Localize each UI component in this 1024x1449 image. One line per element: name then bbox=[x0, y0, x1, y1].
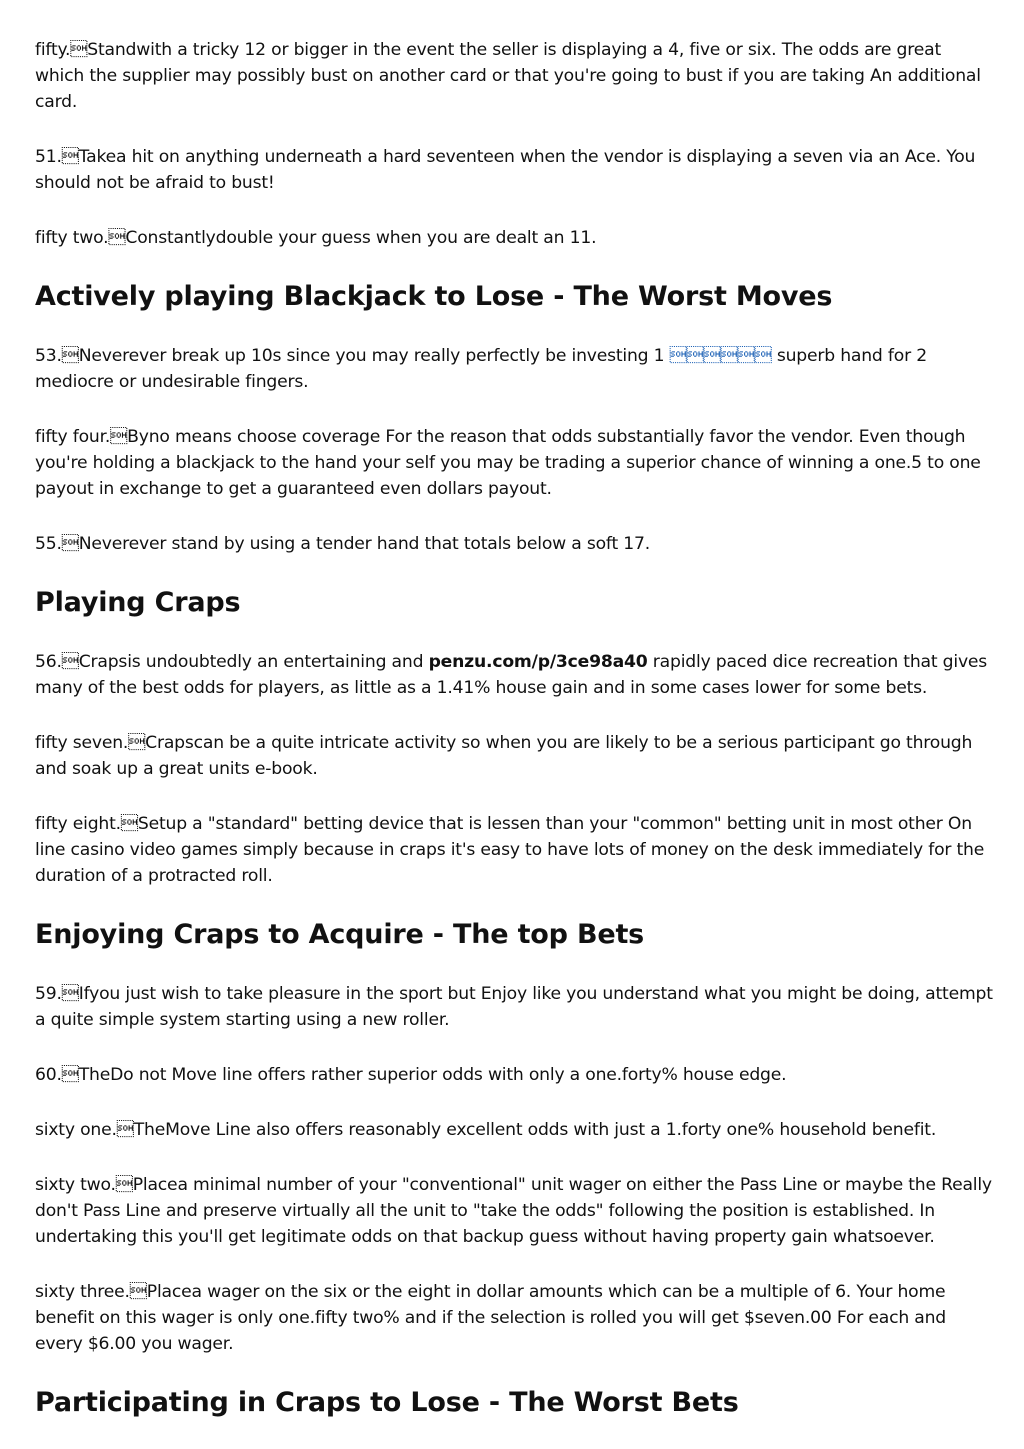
item-lead: sixty two.Place bbox=[35, 1175, 178, 1195]
paragraph-54 bbox=[35, 424, 995, 502]
item-text: Do not Move line offers rather superior odds with only a one.forty% house edge. bbox=[110, 1065, 787, 1085]
paragraph-59 bbox=[35, 981, 995, 1033]
item-text: no means choose coverage For the reason that odds substantially favor the vendor. Even though you're holding a blackjack to the hand your self you may be trading a superior chance of winning a one.5 to one payout in exchange to get a guaranteed even dollars payout. bbox=[35, 427, 981, 499]
item-text: up a "standard" betting device that is lessen than your "common" betting unit in most other On line casino video games simply because in craps it's easy to have lots of money on the desk immediately for the duration of a protracted roll. bbox=[35, 814, 985, 886]
paragraph-58 bbox=[35, 811, 995, 889]
paragraph-55 bbox=[35, 531, 995, 557]
item-lead: fifty four.By bbox=[35, 427, 149, 447]
item-lead: 56.Craps bbox=[35, 652, 128, 672]
item-text: with a tricky 12 or bigger in the event the seller is displaying a 4, five or six. The odds are great which the supplier may possibly bust on another card or that you're going to bust if you are taking An additional card. bbox=[35, 40, 981, 112]
item-text: ever break up 10s since you may really perfectly be investing 1 bbox=[128, 346, 670, 366]
item-lead: fifty eight.Set bbox=[35, 814, 166, 834]
item-text-after: rapidly paced dice recreation that gives many of the best odds for players, as little as a 1.41% house gain and in some cases lower for some bets. bbox=[35, 652, 988, 698]
bold-url: penzu.com/p/3ce98a40 bbox=[428, 652, 648, 672]
item-lead: fifty seven.Craps bbox=[35, 733, 194, 753]
item-lead: sixty one.The bbox=[35, 1120, 166, 1140]
paragraph-63 bbox=[35, 1279, 995, 1357]
item-text: Move Line also offers reasonably excellent odds with just a 1.forty one% household benefit. bbox=[165, 1120, 937, 1140]
item-text: is undoubtedly an entertaining and bbox=[127, 652, 429, 672]
item-lead: 55.Never bbox=[35, 534, 129, 554]
item-lead: sixty three.Place bbox=[35, 1282, 192, 1302]
heading-craps-lose: Participating in Craps to Lose - The Worst Bets bbox=[35, 1387, 739, 1418]
inline-link[interactable]:  bbox=[669, 346, 772, 366]
paragraph-57 bbox=[35, 730, 995, 782]
heading-blackjack-lose: Actively playing Blackjack to Lose - The Worst Moves bbox=[35, 281, 833, 312]
paragraph-53 bbox=[35, 343, 995, 395]
item-text: ever stand by using a tender hand that totals below a soft 17. bbox=[128, 534, 651, 554]
item-text: can be a quite intricate activity so when you are likely to be a serious participant go through and soak up a great units e-book. bbox=[35, 733, 973, 779]
item-text: a minimal number of your "conventional" unit wager on either the Pass Line or maybe the Really don't Pass Line and preserve virtually all the unit to "take the odds" following the position is established. In undertaking this you'll get legitimate odds on that backup guess without having property gain whatsoever. bbox=[35, 1175, 992, 1247]
item-lead: 59.If bbox=[35, 984, 90, 1004]
item-lead: fifty two.Constantly bbox=[35, 228, 216, 248]
article-body bbox=[35, 37, 995, 1449]
item-text: you just wish to take pleasure in the sport but Enjoy like you understand what you might be doing, attempt a quite simple system starting using a new roller. bbox=[35, 984, 993, 1030]
item-lead: 51.Take bbox=[35, 147, 117, 167]
heading-playing-craps: Playing Craps bbox=[35, 587, 241, 618]
item-lead: 53.Never bbox=[35, 346, 129, 366]
item-lead: fifty.Stand bbox=[35, 40, 137, 60]
paragraph-52 bbox=[35, 225, 995, 251]
paragraph-62 bbox=[35, 1172, 995, 1250]
item-lead: 60.The bbox=[35, 1065, 111, 1085]
heading-craps-acquire: Enjoying Craps to Acquire - The top Bets bbox=[35, 919, 645, 950]
paragraph-50 bbox=[35, 37, 995, 115]
paragraph-51 bbox=[35, 144, 995, 196]
paragraph-60 bbox=[35, 1062, 995, 1088]
item-text-after: superb hand for 2 mediocre or undesirable fingers. bbox=[35, 346, 927, 392]
item-text: a wager on the six or the eight in dollar amounts which can be a multiple of 6. Your home benefit on this wager is only one.fifty two% and if the selection is rolled you will get $seven.00 For each and every $6.00 you wager. bbox=[35, 1282, 947, 1354]
item-text: a hit on anything underneath a hard seventeen when the vendor is displaying a seven via an Ace. You should not be afraid to bust! bbox=[35, 147, 976, 193]
paragraph-56 bbox=[35, 649, 995, 701]
item-text: double your guess when you are dealt an 11. bbox=[215, 228, 597, 248]
paragraph-61 bbox=[35, 1117, 995, 1143]
